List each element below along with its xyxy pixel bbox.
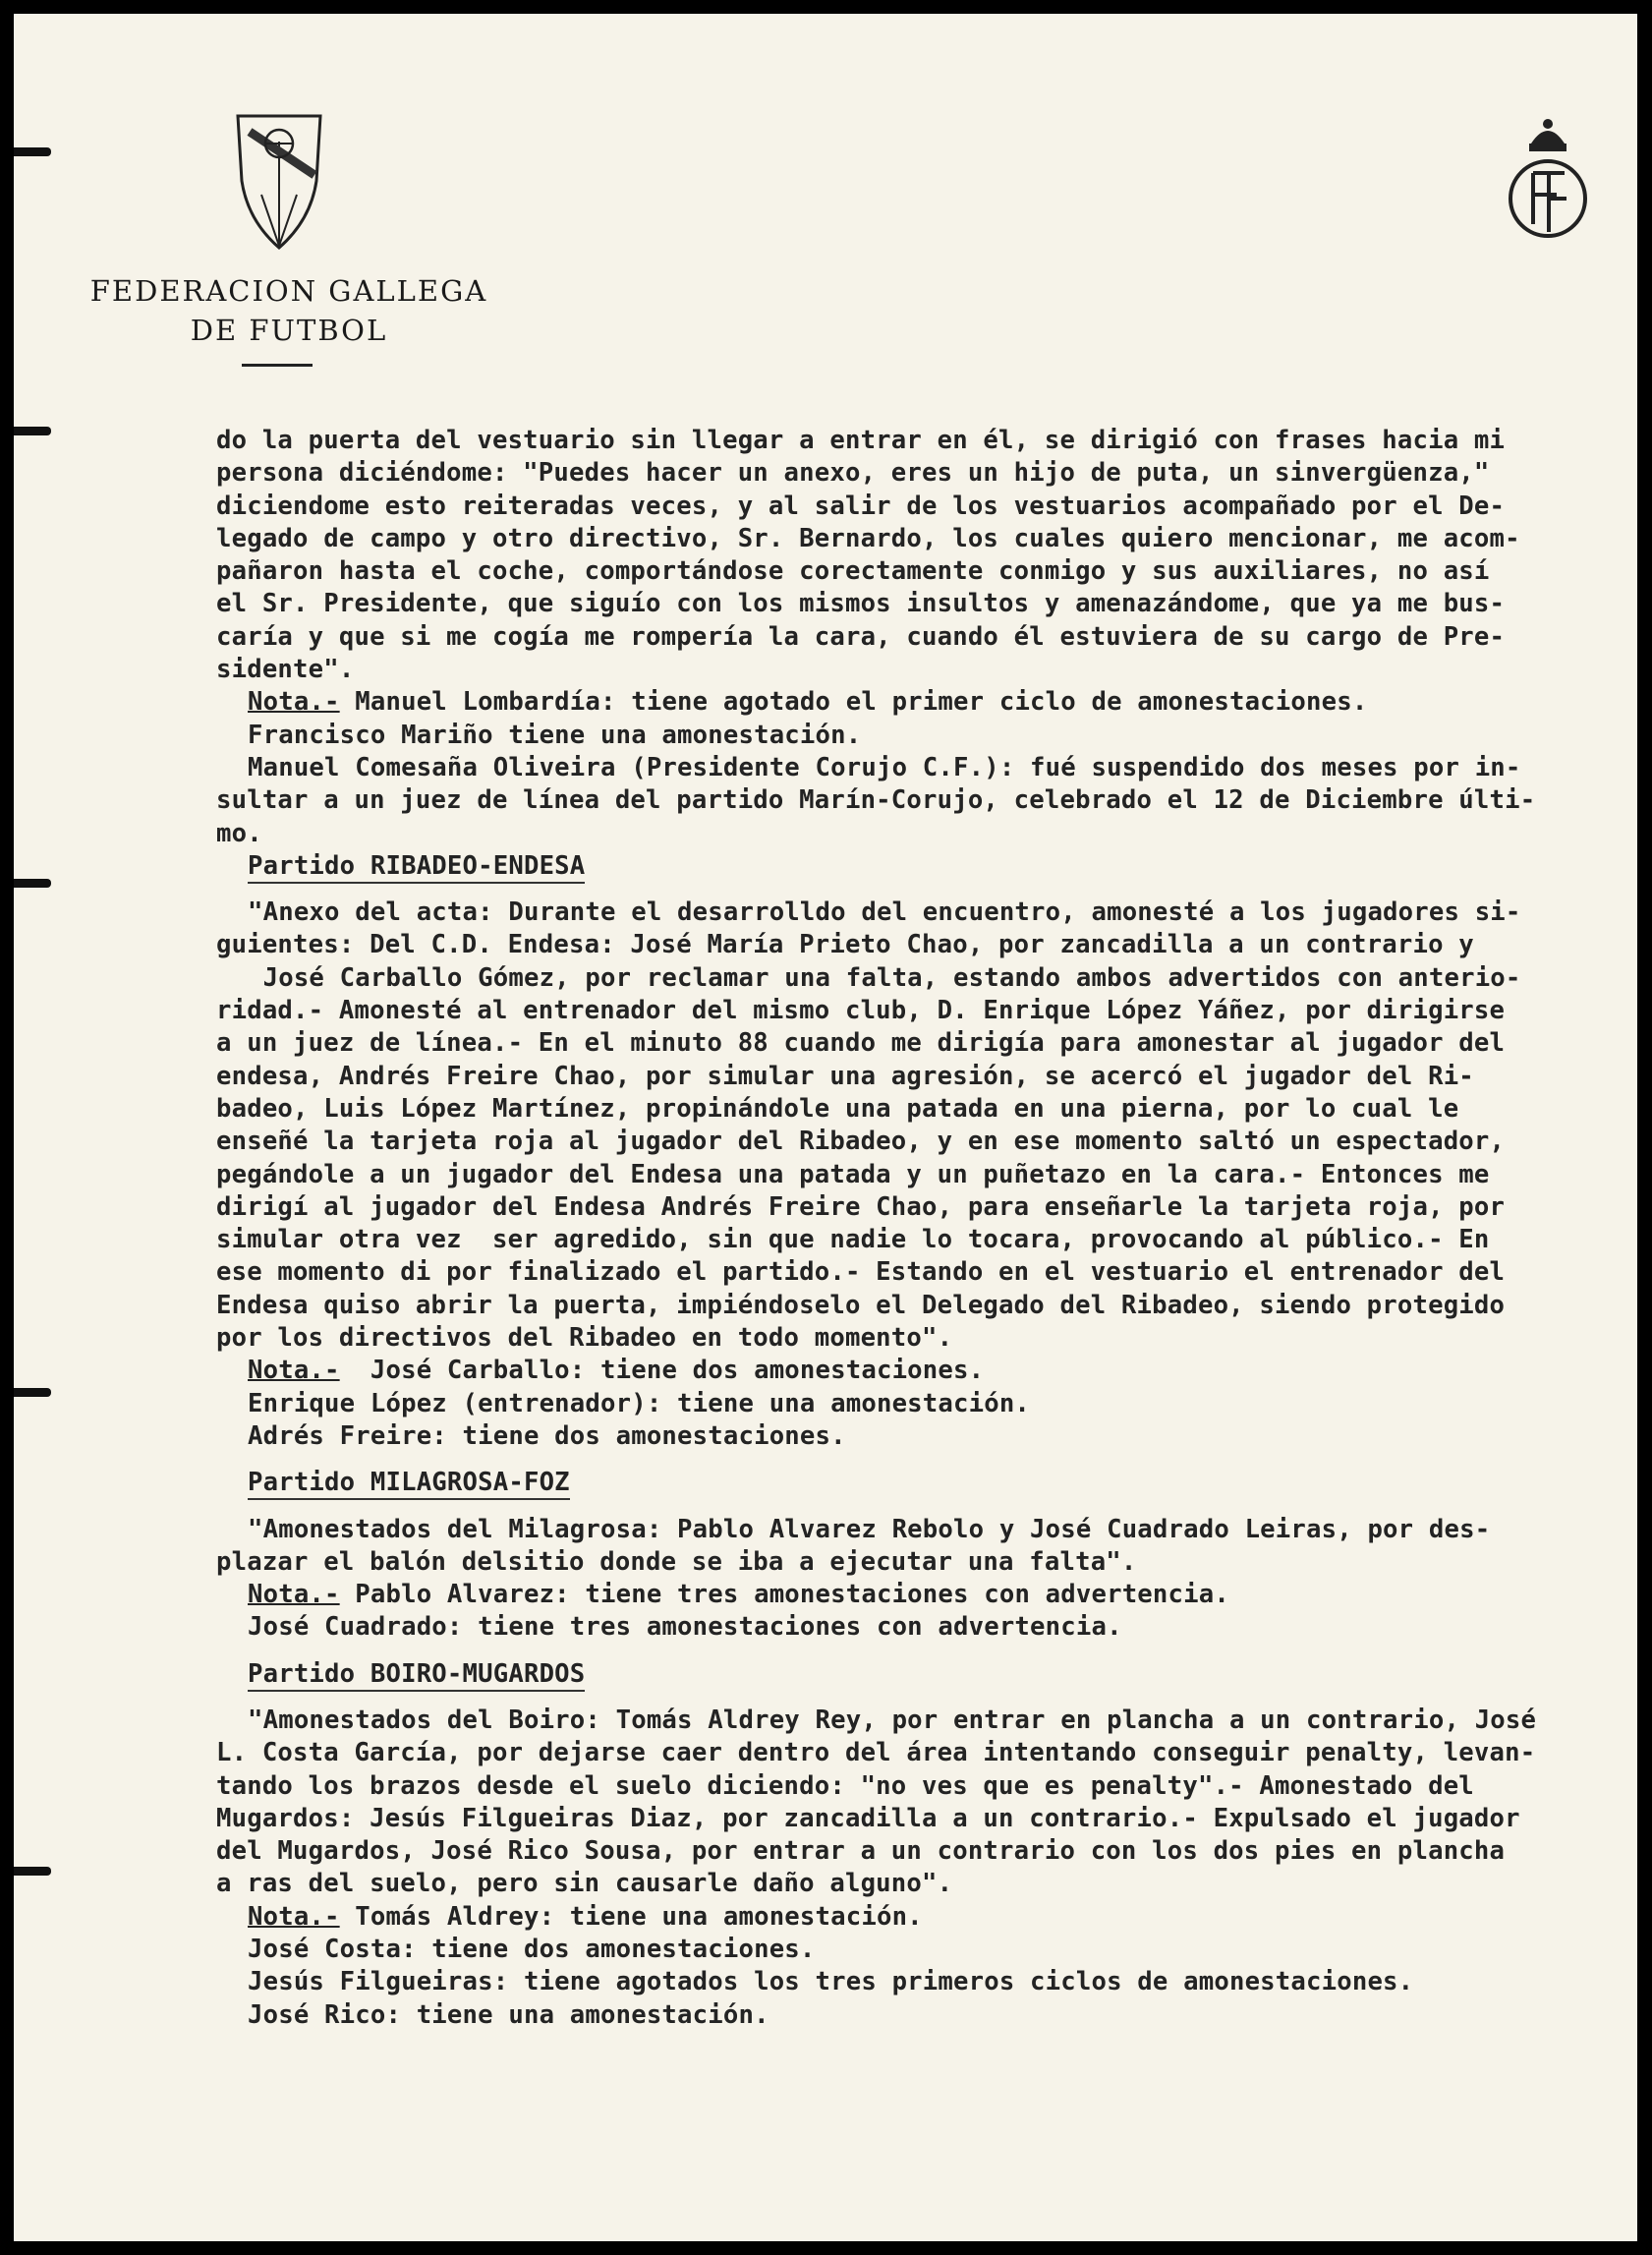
text-line: "Amonestados del Milagrosa: Pablo Alvarez Rebolo y José Cuadrado Leiras, por des-	[248, 1514, 1491, 1544]
paragraph-ribadeo-endesa	[216, 896, 1631, 1355]
note-text: Pablo Alvarez: tiene tres amonestaciones con advertencia.	[339, 1580, 1229, 1610]
binder-hole-mark	[14, 427, 51, 435]
document-page	[14, 14, 1637, 2241]
note-label: Nota.-	[248, 687, 340, 718]
note-line: Francisco Mariño tiene una amonestación.	[248, 720, 862, 750]
note-line	[216, 1901, 1631, 1934]
text-line: pegándole a un jugador del Endesa una patada y un puñetazo en la cara.- Entonces me	[216, 1159, 1490, 1189]
note-block-2	[216, 1355, 1631, 1453]
note-line: mo.	[216, 818, 262, 848]
text-line: badeo, Luis López Martínez, propinándole una patada en una pierna, por lo cual le	[216, 1093, 1459, 1124]
text-line: do la puerta del vestuario sin llegar a entrar en él, se dirigió con frases hacia mi	[216, 426, 1506, 455]
text-line: el Sr. Presidente, que siguío con los mismos insultos y amenazándome, que ya me bus-	[216, 589, 1506, 619]
text-line: ese momento di por finalizado el partido.- Estando en el vestuario el entrenador del	[216, 1257, 1506, 1288]
text-line: "Amonestados del Boiro: Tomás Aldrey Rey, por entrar en plancha a un contrario, José	[248, 1705, 1537, 1735]
text-line: endesa, Andrés Freire Chao, por simular una agresión, se acercó el jugador del Ri-	[216, 1061, 1474, 1091]
paragraph-boiro-mugardos	[216, 1705, 1631, 1901]
federation-name	[83, 271, 495, 350]
text-line: L. Costa García, por dejarse caer dentro del área intentando conseguir penalty, levan-	[216, 1738, 1536, 1768]
binder-hole-mark	[14, 1388, 51, 1397]
org-line-2: DE FUTBOL	[190, 314, 388, 347]
note-text: Manuel Lombardía: tiene agotado el primer ciclo de amonestaciones.	[339, 687, 1368, 718]
text-line: enseñé la tarjeta roja al jugador del Ribadeo, y en ese momento saltó un espectador,	[216, 1127, 1506, 1157]
text-line: persona diciéndome: "Puedes hacer un anexo, eres un hijo de puta, un sinvergüenza,"	[216, 458, 1490, 489]
text-line: tando los brazos desde el suelo diciendo: "no ves que es penalty".- Amonestado del	[216, 1770, 1474, 1801]
heading-text: Partido BOIRO-MUGARDOS	[248, 1659, 585, 1692]
text-line: pañaron hasta el coche, comportándose corectamente conmigo y sus auxiliares, no así	[216, 556, 1490, 587]
match-heading-milagrosa-foz	[216, 1467, 1631, 1499]
text-line: dirigí al jugador del Endesa Andrés Freire Chao, para enseñarle la tarjeta roja, por	[216, 1191, 1506, 1222]
note-line: José Costa: tiene dos amonestaciones.	[248, 1935, 816, 1965]
text-line: guientes: Del C.D. Endesa: José María Prieto Chao, por zancadilla a un contrario y	[216, 930, 1474, 960]
note-line	[216, 686, 1631, 719]
note-line	[216, 1355, 1631, 1387]
note-text: Tomás Aldrey: tiene una amonestación.	[339, 1901, 923, 1932]
text-line: a un juez de línea.- En el minuto 88 cuando me dirigía para amonestar al jugador del	[216, 1028, 1506, 1059]
text-line: simular otra vez ser agredido, sin que nadie lo tocara, provocando al público.- En	[216, 1225, 1490, 1255]
text-line: caría y que si me cogía me rompería la cara, cuando él estuviera de su cargo de Pre-	[216, 621, 1506, 652]
note-line: sultar a un juez de línea del partido Marín-Corujo, celebrado el 12 de Diciembre últi-	[216, 785, 1536, 816]
paragraph-vestuario	[216, 425, 1631, 686]
note-label: Nota.-	[248, 1580, 340, 1610]
text-line: Endesa quiso abrir la puerta, impiéndoselo el Delegado del Ribadeo, siendo protegido	[216, 1290, 1506, 1320]
note-block-1	[216, 686, 1631, 849]
binder-hole-mark	[14, 1867, 51, 1876]
text-line: por los directivos del Ribadeo en todo momento".	[216, 1323, 953, 1354]
org-line-1: FEDERACION GALLEGA	[89, 274, 488, 308]
title-rule	[242, 364, 313, 367]
note-block-3	[216, 1579, 1631, 1645]
binder-hole-mark	[14, 147, 51, 156]
heading-text: Partido MILAGROSA-FOZ	[248, 1468, 570, 1500]
match-heading-ribadeo-endesa	[216, 850, 1631, 883]
note-block-4	[216, 1901, 1631, 2032]
crowned-fef-crest-icon	[1504, 114, 1592, 242]
note-line: Enrique López (entrenador): tiene una amonestación.	[248, 1388, 1031, 1418]
text-line: ridad.- Amonesté al entrenador del mismo club, D. Enrique López Yáñez, por dirigirse	[216, 996, 1506, 1026]
text-line: sidente".	[216, 655, 355, 685]
note-line: Adrés Freire: tiene dos amonestaciones.	[248, 1420, 846, 1451]
text-line: Mugardos: Jesús Filgueiras Diaz, por zancadilla a un contrario.- Expulsado el jugador	[216, 1803, 1520, 1833]
note-line: José Cuadrado: tiene tres amonestaciones con advertencia.	[248, 1612, 1122, 1643]
note-text: José Carballo: tiene dos amonestaciones.	[339, 1356, 985, 1386]
note-line: Manuel Comesaña Oliveira (Presidente Corujo C.F.): fué suspendido dos meses por in-	[248, 752, 1521, 782]
text-line: "Anexo del acta: Durante el desarrolldo del encuentro, amonesté a los jugadores si-	[248, 897, 1521, 928]
text-line: plazar el balón delsitio donde se iba a ejecutar una falta".	[216, 1546, 1137, 1577]
note-line: Jesús Filgueiras: tiene agotados los tres primeros ciclos de amonestaciones.	[248, 1967, 1414, 1997]
binder-hole-mark	[14, 879, 51, 888]
report-body	[216, 425, 1631, 2032]
text-line: legado de campo y otro directivo, Sr. Bernardo, los cuales quiero mencionar, me acom-	[216, 523, 1520, 553]
note-line	[216, 1579, 1631, 1611]
shield-crest-icon	[232, 112, 326, 250]
text-line: diciendome esto reiteradas veces, y al salir de los vestuarios acompañado por el De-	[216, 491, 1506, 521]
note-line: José Rico: tiene una amonestación.	[248, 1999, 769, 2030]
paragraph-milagrosa-foz	[216, 1514, 1631, 1580]
text-line: José Carballo Gómez, por reclamar una falta, estando ambos advertidos con anterio-	[248, 962, 1521, 993]
heading-text: Partido RIBADEO-ENDESA	[248, 851, 585, 884]
text-line: del Mugardos, José Rico Sousa, por entrar a un contrario con los dos pies en plancha	[216, 1836, 1506, 1867]
text-line: a ras del suelo, pero sin causarle daño alguno".	[216, 1869, 953, 1899]
note-label: Nota.-	[248, 1901, 340, 1932]
note-label: Nota.-	[248, 1356, 340, 1386]
match-heading-boiro-mugardos	[216, 1658, 1631, 1691]
